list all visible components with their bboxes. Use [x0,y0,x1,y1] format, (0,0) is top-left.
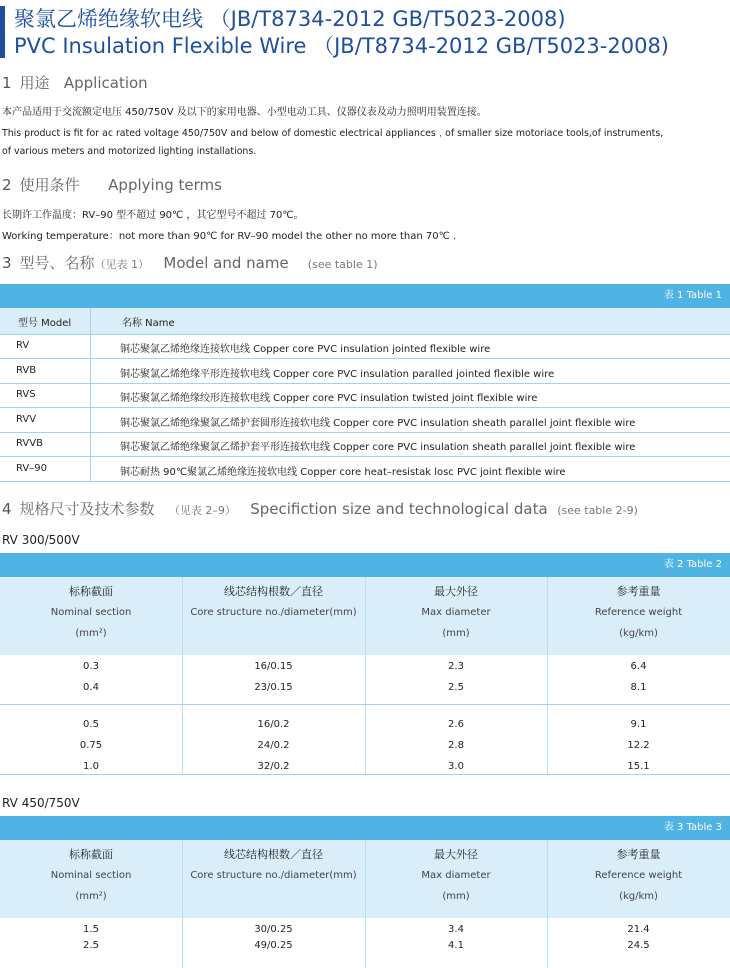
table-cell: 1.0 [83,761,99,772]
column-header: 线芯结构根数／直径 Core structure no./diameter(mm) [190,585,357,618]
table1-header-name: 名称 Name [122,318,175,329]
table-row [0,383,730,408]
column-header: 最大外径 Max diameter (mm) [421,585,491,639]
table-cell: 23/0.15 [254,682,293,693]
column-header: 线芯结构根数／直径 Core structure no./diameter(mm) [190,848,357,881]
page-title-cn: 聚氯乙烯绝缘软电线 （JB/T8734-2012 GB/T5023-2008) [14,7,566,31]
table1-name-cell: 铜芯聚氯乙烯绝缘聚氯乙烯护套圆形连接软电线 Copper core PVC insulation sheath parallel joint flexible wire [120,417,636,429]
table1-model-cell: RVV [16,413,37,425]
table-cell: 3.0 [448,761,464,772]
table-cell: 24.5 [627,940,650,951]
table3-label-bar: 表 3 Table 3 [0,816,730,840]
table-cell: 49/0.25 [254,940,293,951]
column-header: 标称截面 Nominal section (mm²) [50,848,132,902]
table2-subtitle: RV 300/500V [2,533,80,547]
column-header: 参考重量 Reference weight (kg/km) [594,585,683,639]
table1-label-bar: 表 1 Table 1 [0,284,730,308]
table-cell: 0.75 [79,740,103,751]
application-cn: 本产品适用于交流额定电压 450/750V 及以下的家用电器、小型电动工具、仪器仪表及动力照明用装置连接。 [2,107,487,118]
table-cell: 2.8 [448,740,464,751]
table-cell: 15.1 [627,761,650,772]
table-cell: 2.3 [448,661,464,672]
section-2-heading: 2 使用条件 Applying terms [2,176,222,194]
table-cell: 9.1 [630,719,647,730]
table-row [0,334,730,359]
table-cell: 1.5 [83,924,99,935]
section-4-heading: 4 规格尺寸及技术参数 （见表 2–9） Specifiction size and technological data (see table 2-9) [2,500,638,518]
table3-subtitle: RV 450/750V [2,796,80,810]
table1-model-cell: RV–90 [16,463,47,474]
terms-en: Working temperature：not more than 90℃ for RV–90 model the other no more than 70℃ . [2,231,457,242]
page-title-en: PVC Insulation Flexible Wire （JB/T8734-2012 GB/T5023-2008) [14,34,669,58]
table2-body [0,655,730,775]
table-cell: 8.1 [630,682,647,693]
table-row [0,408,730,433]
table-cell: 24/0.2 [257,740,290,751]
column-header: 最大外径 Max diameter (mm) [421,848,491,902]
table2-header [0,577,730,655]
section-1-heading: 1 用途 Application [2,74,148,92]
table-row [0,457,730,482]
table-cell: 4.1 [448,940,464,951]
table-cell: 2.5 [83,940,99,951]
table1-name-cell: 铜芯聚氯乙烯绝缘连接软电线 Copper core PVC insulation jointed flexible wire [120,344,491,355]
table1-name-cell: 铜芯聚氯乙烯绝缘绞形连接软电线 Copper core PVC insulation twisted joint flexible wire [120,393,538,405]
table-cell: 16/0.2 [257,719,290,730]
table1-model-cell: RVS [16,389,36,401]
table-cell: 2.5 [448,682,464,693]
table-row [0,432,730,457]
table-cell: 32/0.2 [257,761,290,772]
table1-model-cell: RVB [16,364,37,376]
application-en-1: This product is fit for ac rated voltage 450/750V and below of domestic electrical appliances﹐of smaller size motoriace tools,of instruments, [2,128,664,139]
table-cell: 0.3 [83,661,99,672]
table-cell: 30/0.25 [254,924,293,935]
table3-body [0,918,730,968]
table-cell: 0.5 [83,719,99,730]
table-row [0,359,730,384]
table1-name-cell: 铜芯聚氯乙烯绝缘平形连接软电线 Copper core PVC insulation paralled jointed flexible wire [120,368,555,380]
table-cell: 2.6 [448,719,464,730]
title-accent-bar [0,6,5,58]
table-cell: 6.4 [630,661,647,672]
section-3-heading: 3 型号、名称（见表 1） Model and name (see table 1) [2,254,378,272]
table-cell: 21.4 [627,924,650,935]
application-en-2: of various meters and motorized lighting installations. [2,146,257,157]
table1-header [0,308,730,335]
table2-label-bar: 表 2 Table 2 [0,553,730,577]
terms-cn: 长期许工作温度：RV–90 型不超过 90℃ ，其它型号不超过 70℃。 [2,210,304,221]
table1-model-cell: RV [16,340,30,351]
table1-model-cell: RVVB [16,438,43,450]
table-cell: 12.2 [627,740,650,751]
table3-header [0,840,730,918]
table1-header-model: 型号 Model [18,318,72,329]
column-header: 参考重量 Reference weight (kg/km) [594,848,683,902]
table-cell: 3.4 [448,924,464,935]
table-cell: 0.4 [83,682,99,693]
table1-name-cell: 铜芯聚氯乙烯绝缘聚氯乙烯护套平形连接软电线 Copper core PVC insulation sheath parallel joint flexible wire [120,442,636,454]
column-header: 标称截面 Nominal section (mm²) [50,585,132,639]
table-cell: 16/0.15 [254,661,293,672]
table1-name-cell: 铜芯耐热 90℃聚氯乙烯绝缘连接软电线 Copper core heat–resistak losc PVC joint flexible wire [120,467,566,478]
